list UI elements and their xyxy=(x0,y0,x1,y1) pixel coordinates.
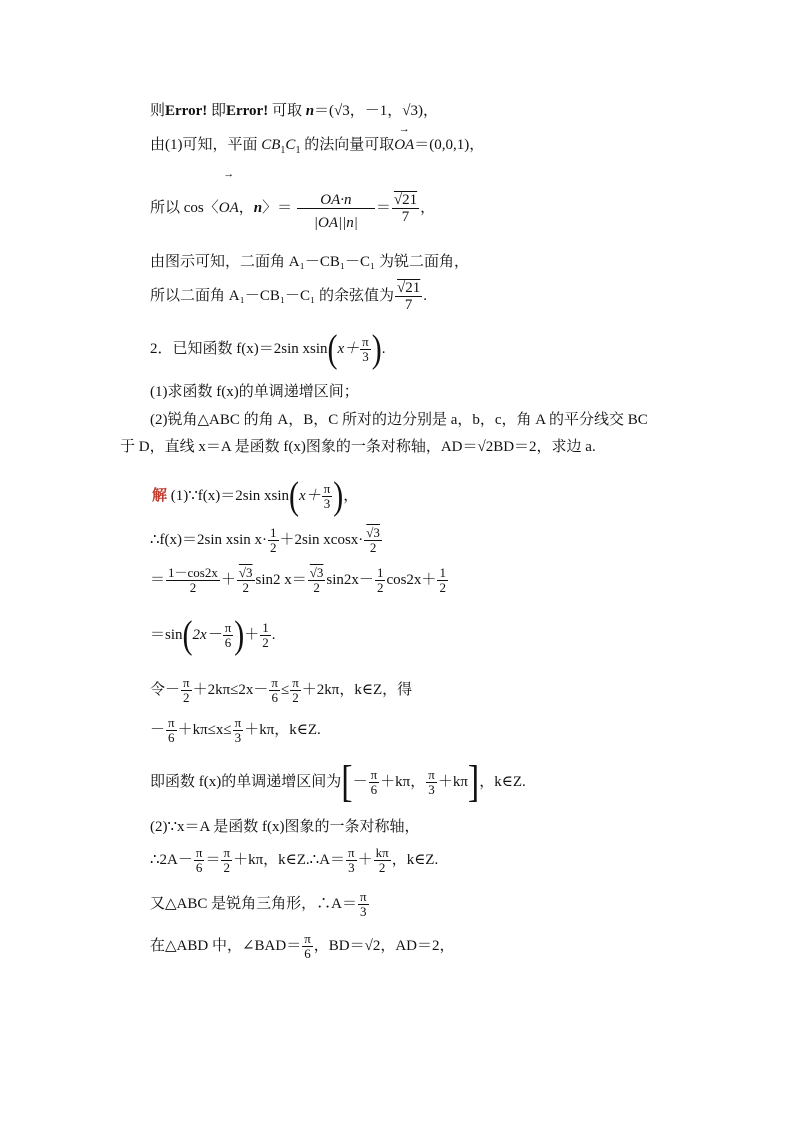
text: ≤ xyxy=(280,682,290,698)
text: 可取 xyxy=(271,103,302,119)
question-2 xyxy=(150,327,386,371)
text: ，BD＝√2，AD＝2， xyxy=(313,938,455,954)
numerator: OA·n xyxy=(320,192,352,209)
denominator: 6 xyxy=(369,782,380,797)
text: ＝sin xyxy=(150,627,183,643)
numerator: π xyxy=(292,675,299,691)
numerator: π xyxy=(359,889,367,905)
solution-line-2 xyxy=(150,522,383,558)
line-5 xyxy=(150,278,427,314)
result-fraction xyxy=(392,192,419,225)
text: x＋ xyxy=(299,488,321,504)
text: 即函数 f(x)的单调递增区间为 xyxy=(150,774,342,790)
text: 2x－ xyxy=(192,627,222,643)
cosine-value xyxy=(395,280,422,313)
denominator: 2 xyxy=(181,690,192,705)
denominator: 6 xyxy=(166,730,177,745)
text: (1)∵f(x)＝2sin xsin xyxy=(170,488,290,504)
text: ＋kπ， xyxy=(380,774,426,790)
error-marker: Error! xyxy=(165,103,208,119)
fraction xyxy=(237,566,255,595)
text: ＋ xyxy=(244,627,260,643)
numerator: π xyxy=(428,767,435,783)
numerator: √3 xyxy=(309,565,324,581)
text: 即 xyxy=(210,103,226,119)
text: sin2 x＝ xyxy=(255,572,307,588)
paren: ( xyxy=(182,613,193,657)
solution-line-4 xyxy=(150,613,276,657)
line-2 xyxy=(150,135,484,157)
fraction xyxy=(223,621,234,650)
text: 又△ABC 是锐角三角形，∴A＝ xyxy=(150,896,357,912)
numerator: 1 xyxy=(262,620,269,636)
denominator: 2 xyxy=(270,540,277,556)
fraction xyxy=(194,846,205,875)
numerator: π xyxy=(348,845,355,861)
denominator: 6 xyxy=(194,860,205,875)
denominator: 6 xyxy=(302,946,313,961)
text: (1)求函数 f(x)的单调递增区间； xyxy=(150,384,359,400)
text: ＋2kπ，k∈Z，得 xyxy=(301,682,413,698)
subscript: 1 xyxy=(295,145,301,156)
fraction xyxy=(221,846,232,875)
denominator: 2 xyxy=(364,540,382,555)
numerator: π xyxy=(224,620,232,636)
numerator: √3 xyxy=(366,525,380,541)
subscript: 1 xyxy=(280,145,286,156)
numerator: √21 xyxy=(393,192,418,209)
fraction xyxy=(369,768,380,797)
fraction xyxy=(268,526,279,555)
fraction xyxy=(437,566,448,595)
text: 所以 cos〈 xyxy=(150,200,219,216)
text: ， xyxy=(343,488,359,504)
fraction xyxy=(322,482,333,511)
text: ＋2kπ≤2x－ xyxy=(192,682,269,698)
vector-n: n xyxy=(305,103,315,119)
text: x＋ xyxy=(337,341,360,357)
text: . xyxy=(381,341,386,357)
cosine-fraction xyxy=(297,186,375,231)
fraction xyxy=(233,716,244,745)
line-1 xyxy=(150,101,438,121)
bracket: ] xyxy=(467,757,480,806)
numerator: π xyxy=(370,767,378,783)
text: 2．已知函数 f(x)＝2sin xsin xyxy=(150,341,328,357)
fraction xyxy=(358,890,369,919)
bracket: [ xyxy=(341,757,353,806)
error-marker: Error! xyxy=(225,103,269,119)
text: 的法向量可取 xyxy=(304,137,395,153)
text: ＋kπ，k∈Z. xyxy=(244,722,321,738)
text: ＋kπ xyxy=(437,774,468,790)
text: 则 xyxy=(150,103,166,119)
solution-line-1 xyxy=(152,474,359,518)
fraction xyxy=(260,621,271,650)
text: ， xyxy=(420,200,436,216)
text: － xyxy=(150,722,166,738)
vector-oa: → OA xyxy=(219,180,239,236)
text: 于 D，直线 x＝A 是函数 f(x)图象的一条对称轴，AD＝√2BD＝2，求边 a. xyxy=(120,439,596,455)
solution-line-6 xyxy=(150,712,321,748)
question-2-part-2 xyxy=(150,410,648,430)
question-2-part-2-cont xyxy=(120,437,596,457)
text: cos2x＋ xyxy=(386,572,437,588)
paren: ) xyxy=(333,474,344,518)
text: 令－ xyxy=(150,682,181,698)
plane-label: CB xyxy=(261,137,281,153)
vector-value: ＝(√3，－1，√3)， xyxy=(314,103,439,119)
denominator: |OA||n| xyxy=(297,208,375,231)
text: . xyxy=(423,288,428,304)
fraction xyxy=(364,526,382,555)
fraction xyxy=(290,676,301,705)
text: ，k∈Z. xyxy=(391,852,439,868)
vector-n: n xyxy=(253,200,263,216)
text: 在△ABD 中，∠BAD＝ xyxy=(150,938,302,954)
denominator: 6 xyxy=(269,690,280,705)
denominator: 3 xyxy=(346,860,357,875)
paren: ( xyxy=(327,327,338,371)
numerator: 1 xyxy=(270,525,277,541)
text: ＋kπ≤x≤ xyxy=(177,722,232,738)
numerator: π xyxy=(183,675,190,691)
fraction xyxy=(426,768,437,797)
numerator: 1 xyxy=(376,565,384,581)
text: ＝ xyxy=(205,852,221,868)
text: ＋kπ，k∈Z.∴A＝ xyxy=(233,852,346,868)
text: (2)锐角△ABC 的角 A，B，C 所对的边分别是 a，b，c，角 A 的平分线交 BC xyxy=(150,412,648,428)
numerator: kπ xyxy=(375,845,389,861)
text: (2)∵x＝A 是函数 f(x)图象的一条对称轴， xyxy=(150,819,420,835)
solution-line-9 xyxy=(150,842,438,878)
text: ∴2A－ xyxy=(150,852,193,868)
text: ，k∈Z. xyxy=(479,774,526,790)
text: ∴f(x)＝2sin xsin x· xyxy=(150,532,268,548)
numerator: π xyxy=(234,715,242,731)
denominator: 2 xyxy=(237,580,255,595)
text: ＝ xyxy=(375,200,391,216)
text: ＝ xyxy=(150,572,166,588)
text: . xyxy=(271,627,276,643)
fraction xyxy=(269,676,280,705)
denominator: 3 xyxy=(233,730,244,745)
numerator: π xyxy=(362,334,369,350)
question-2-part-1 xyxy=(150,382,359,402)
fraction xyxy=(375,566,386,595)
plane-label: C xyxy=(285,137,296,153)
line-3 xyxy=(150,180,435,236)
paren: ) xyxy=(371,327,382,371)
denominator: 3 xyxy=(322,496,333,511)
numerator: √21 xyxy=(397,280,421,297)
denominator: 3 xyxy=(358,904,369,919)
denominator: 2 xyxy=(290,690,301,705)
denominator: 7 xyxy=(395,296,422,313)
numerator: π xyxy=(271,675,278,691)
text: 由图示可知，二面角 A₁－CB₁－C₁ 为锐二面角， xyxy=(150,254,470,270)
text: ＋2sin xcosx· xyxy=(279,532,364,548)
numerator: π xyxy=(195,845,203,861)
solution-line-10 xyxy=(150,886,370,922)
denominator: 2 xyxy=(308,580,326,595)
solution-label: 解 xyxy=(152,486,168,504)
denominator: 2 xyxy=(439,580,446,596)
denominator: 2 xyxy=(374,860,391,875)
fraction xyxy=(360,335,371,364)
paren: ) xyxy=(234,613,245,657)
numerator: 1－cos2x xyxy=(168,565,218,581)
text: sin2x－ xyxy=(326,572,374,588)
solution-line-8 xyxy=(150,817,420,837)
text: 所以二面角 A₁－CB₁－C₁ 的余弦值为 xyxy=(150,288,395,304)
vector-value: ＝(0,0,1)， xyxy=(414,137,485,153)
solution-line-7 xyxy=(150,757,526,806)
denominator: 2 xyxy=(166,580,220,595)
fraction xyxy=(308,566,326,595)
text: 〉＝ xyxy=(262,200,293,216)
fraction xyxy=(181,676,192,705)
solution-line-11 xyxy=(150,928,455,964)
fraction xyxy=(374,846,391,875)
vector-oa: → OA xyxy=(394,135,414,155)
text: ＋ xyxy=(220,572,236,588)
fraction xyxy=(346,846,357,875)
denominator: 3 xyxy=(360,349,371,364)
text: 由(1)可知，平面 xyxy=(150,137,258,153)
denominator: 6 xyxy=(223,635,234,650)
text: － xyxy=(352,774,368,790)
solution-line-3 xyxy=(150,562,449,598)
text: ， xyxy=(238,200,254,216)
numerator: √3 xyxy=(238,565,253,581)
text: ＋ xyxy=(357,852,373,868)
paren: ( xyxy=(289,474,300,518)
fraction xyxy=(166,716,177,745)
denominator: 3 xyxy=(426,782,437,797)
numerator: 1 xyxy=(439,565,446,581)
denominator: 2 xyxy=(376,580,384,596)
denominator: 2 xyxy=(262,635,269,651)
solution-line-5 xyxy=(150,672,412,708)
fraction xyxy=(302,932,313,961)
denominator: 7 xyxy=(392,208,419,225)
numerator: π xyxy=(168,715,175,731)
numerator: π xyxy=(304,931,311,947)
fraction xyxy=(166,566,220,595)
denominator: 2 xyxy=(221,860,232,875)
line-4 xyxy=(150,252,469,272)
numerator: π xyxy=(223,845,231,861)
numerator: π xyxy=(323,481,331,497)
